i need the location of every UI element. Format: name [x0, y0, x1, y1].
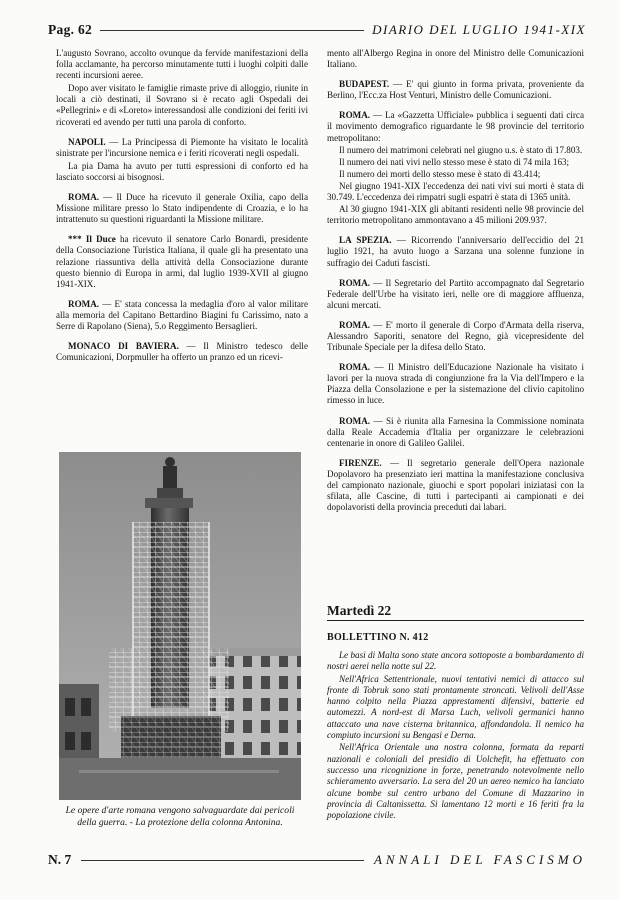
bulletin-paragraph: Nell'Africa Settentrionale, nuovi tentativi nemici di attacco sul fronte di Tobruk sono stati prontamente stroncati. Velivoli dell'Asse hanno colpito nella Piazza apprestamenti difensivi, batterie ed automezzi. A nord-est di Marsa Luch, velivoli germanici hanno attaccato una nave cisterna britannica, affondandola. Il nemico ha compiuto incursioni su Bengasi e Derna.: [327, 673, 584, 741]
page-header: [48, 20, 586, 40]
item-text: — Il Duce ha ricevuto il generale Oxilia, capo della Missione militare presso lo Stato indipendente di Croazia, e lo ha intrattenuto su questioni riguardanti la Missione militare.: [56, 192, 308, 225]
item-text: — Il Ministro dell'Educazione Nazionale ha visitato i lavori per la nuova strada di congiunzione fra la Via dell'Impero e la Piazza della Consolazione e per la sistemazione del clivio capitolino rimesso in luce.: [327, 362, 584, 406]
publication-name: ANNALI DEL FASCISMO: [373, 852, 586, 867]
item-dateline: ROMA.: [339, 415, 371, 426]
news-item: [327, 110, 584, 143]
item-text: — Il Segretario del Partito accompagnato dal Segretario Federale dell'Urbe ha visitato ieri, nelle ore di maggiore affluenza, alcuni mercati.: [327, 277, 584, 310]
page-footer: [48, 850, 586, 870]
item-text: — E' morto il generale di Corpo d'Armata della riserva, Alessandro Saporiti, senatore del Regno, già vicepresidente del Tribunale Speciale per la difesa dello Stato.: [327, 319, 584, 353]
news-item: [56, 234, 308, 289]
news-item: [327, 320, 584, 353]
news-item: [56, 83, 308, 127]
news-item: [327, 458, 584, 513]
item-text: — E' qui giunto in forma privata, proveniente da Berlino, l'Ecc.za Host Venturi, Ministro delle Comunicazioni.: [327, 79, 584, 101]
item-dateline: *** Il Duce: [68, 234, 116, 245]
news-item: [56, 192, 308, 225]
item-text: — La Principessa di Piemonte ha visitato le località sinistrate per l'incursione nemica e i feriti ricoverati negli ospedali.: [56, 136, 308, 158]
item-text: — E' stata concessa la medaglia d'oro al valor militare alla memoria del Capitano Bettardino Biagini fu Carissimo, nato a Serre di Rapolano (Siena), 5.o Reggimento Bersaglieri.: [56, 298, 308, 331]
item-dateline: ROMA.: [339, 277, 371, 288]
item-dateline: ROMA.: [339, 110, 371, 121]
news-item: [327, 204, 584, 226]
news-item: [56, 48, 308, 81]
news-item: [56, 341, 308, 363]
photo-caption: Le opere d'arte romana vengono salvaguardate dai pericoli della guerra. - La protezione della colonna Antonina.: [65, 805, 295, 828]
item-text: — Si è riunita alla Farnesina la Commissione nominata dalla Reale Accademia d'Italia per organizzare le celebrazioni centenarie in onore di Galileo Galilei.: [327, 415, 584, 448]
news-item: [327, 145, 584, 156]
item-dateline: BUDAPEST.: [339, 79, 390, 90]
column-photograph: [59, 452, 301, 800]
left-column: [56, 48, 308, 372]
news-item: [327, 235, 584, 268]
bulletin-paragraph: Le basi di Malta sono state ancora sottoposte a bombardamento di nostri aerei nella notte sul 22.: [327, 650, 584, 672]
antonine-column-scaffolding-image: [59, 452, 301, 800]
item-text: — Ricorrendo l'anniversario dell'eccidio del 21 luglio 1921, ha avuto luogo a Sarzana una solenne funzione in suffragio dei Caduti fascisti.: [327, 235, 584, 268]
bulletin-title: BOLLETTINO N. 412: [327, 632, 429, 643]
news-item: [56, 137, 308, 159]
right-column: [327, 48, 584, 522]
item-text: La pia Dama ha avuto per tutti espressioni di conforto ed ha lasciato soccorsi ai bisognosi.: [56, 160, 308, 182]
news-item: [56, 161, 308, 183]
news-item: [327, 169, 584, 180]
item-dateline: FIRENZE.: [339, 457, 382, 468]
news-item: [327, 416, 584, 449]
news-item: [327, 79, 584, 101]
item-text: Il numero dei matrimoni celebrati nel giugno u.s. è stato di 17.803.: [339, 144, 583, 155]
item-text: Al 30 giugno 1941-XIX gli abitanti residenti nelle 98 provincie del territorio metropolitano ammontavano a 45 milioni 209.937.: [327, 204, 584, 226]
news-item: [56, 299, 308, 332]
item-text: mento all'Albergo Regina in onore del Ministro delle Comunicazioni Italiano.: [327, 48, 584, 70]
news-item: [327, 362, 584, 406]
item-dateline: LA SPEZIA.: [339, 235, 392, 246]
item-text: L'augusto Sovrano, accolto ovunque da fervide manifestazioni della folla acclamante, ha percorso minutamente tutti i luoghi colpiti dalle recenti incursioni aeree.: [56, 48, 308, 81]
item-dateline: ROMA.: [68, 192, 100, 203]
page-number: Pag. 62: [48, 22, 93, 37]
journal-title: DIARIO DEL LUGLIO 1941-XIX: [372, 22, 586, 37]
item-dateline: ROMA.: [339, 362, 371, 373]
item-text: Dopo aver visitato le famiglie rimaste prive di alloggio, riunite in locali a ciò destinati, il Sovrano si è recato agli Ospedali dei «Pellegrini» e di «Loreto» interessandosi alle condizioni dei feriti ivi ricoverati ed avendo per tutti una parola di conforto.: [56, 83, 308, 127]
item-dateline: NAPOLI.: [68, 136, 106, 147]
item-text: — Il Ministro tedesco delle Comunicazioni, Dorpmuller ha offerto un pranzo ed un ricevi-: [56, 341, 308, 363]
item-dateline: ROMA.: [339, 319, 371, 330]
issue-number: N. 7: [48, 852, 72, 867]
item-text: — La «Gazzetta Ufficiale» pubblica i seguenti dati circa il movimento demografico riguardante le 98 provincie del territorio metropolitano:: [327, 110, 584, 143]
item-text: Il numero dei nati vivi nello stesso mese è stato di 74 mila 163;: [339, 156, 570, 167]
item-text: ha ricevuto il senatore Carlo Bonardi, presidente della Consociazione Turistica Italiana, il quale gli ha presentato una relazione riassuntiva della attività della Consociazione durante questo biennio di Europa in armi, dal luglio 1939-XVII al giugno 1941-XIX.: [56, 234, 308, 289]
bulletin-body: [327, 650, 584, 821]
news-item: [327, 157, 584, 168]
day-heading: Martedì 22: [327, 603, 584, 621]
item-text: Il numero dei morti dello stesso mese è stato di 43.414;: [339, 168, 541, 179]
item-dateline: MONACO DI BAVIERA.: [68, 341, 179, 352]
item-text: — Il segretario generale dell'Opera nazionale Dopolavoro ha presenziato ieri mattina la manifestazione conclusiva del campionato nazionale, giuochi e sport popolari iniziatasi con la sfilata, alle Cascine, di tutti i partecipanti ai campionati e dei dopolavoristi della provincia preceduti dai labari.: [327, 457, 584, 513]
news-item: [327, 278, 584, 311]
news-item: [327, 48, 584, 70]
footer-rule: [81, 860, 364, 861]
bulletin-paragraph: Nell'Africa Orientale una nostra colonna, formata da reparti nazionali e coloniali del presidio di Uolchefit, ha effettuato con successo una ricognizione in forze, penetrando notevolmente nello schieramento avversario. La sera del 20 un aereo nemico ha lanciato alcune bombe sul centro urbano del Comune di Mazzarino in provincia di Caltanissetta. Si lamentano 12 morti e 16 feriti fra la popolazione civile.: [327, 742, 584, 821]
item-dateline: ROMA.: [68, 298, 100, 309]
news-item: [327, 181, 584, 203]
item-text: Nel giugno 1941-XIX l'eccedenza dei nati vivi sui morti è stata di 30.749. L'eccedenza dei rimpatri sugli espatri è stata di 1365 unità.: [327, 180, 584, 203]
header-rule: [100, 30, 364, 31]
daily-section: [327, 603, 584, 822]
